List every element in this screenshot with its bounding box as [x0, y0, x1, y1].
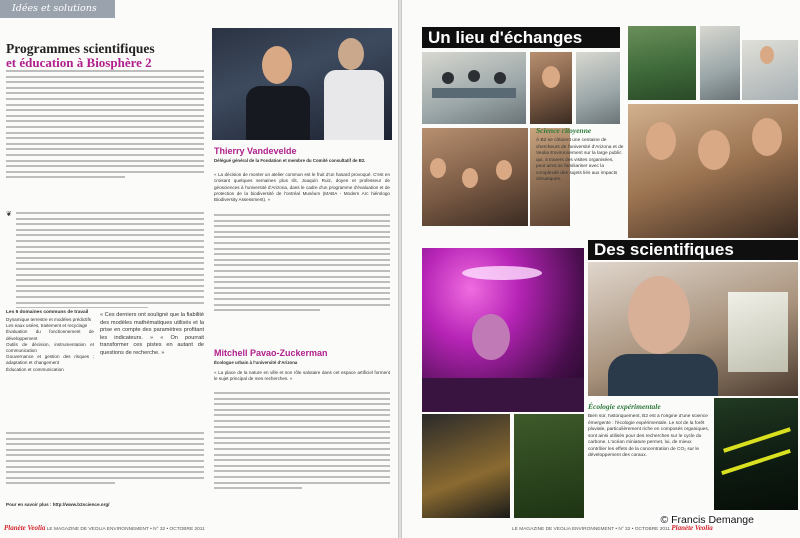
inset-item: Outils de décision, instrumentation et communication: [6, 341, 94, 354]
inset-box: [6, 310, 94, 422]
portrait-photo-vandevelde: [212, 28, 392, 140]
photo-lab-bench: [742, 40, 798, 100]
photo-credit: © Francis Demange: [660, 514, 754, 526]
inset-item: Évaluation du fonctionnement de développement: [6, 329, 94, 341]
inset-item: Les eaux usées, traitement et recyclage: [6, 323, 88, 329]
article-headline: Programmes scientifiques: [6, 41, 155, 56]
paragraph-bullet-icon: ❦: [6, 211, 12, 218]
footer-issue-left: LE MAGAZINE DE VEOLIA ENVIRONNEMENT • N° 32 • OCTOBRE 2011: [46, 527, 205, 532]
box-title-exchanges: Un lieu d'échanges: [422, 27, 620, 48]
intro-paragraph: [6, 70, 204, 178]
footer-brand-right: Planète Veolia: [671, 524, 713, 532]
profile1-quote: « La décision de monter un atelier commun est le fruit d'un hasard provoqué. C'est en croisant quelques semaines plus tôt, Joaquín Ruiz, doyen et professeur de géosciences à l'université d'Arizona, dans le cadre d'un programme d'évaluation et de protection de la biodiversité de l'ontréal Muséum (MABA - Modern Arc hiérologo Biodiversity Assessment). »: [214, 172, 390, 203]
profile2-role: Écologue urbain à l'université d'Arizona: [214, 360, 298, 365]
caption-citizen-science: À B2 se côtoient une centaine de chercheurs de l'université d'Arizona et de Veolia Environnement sur la large public qui, à travers des visites organisées, peut ainsi se familiariser avec la complexité des sujets liés aux impacts climatiques.: [536, 138, 624, 182]
profile2-quote: « La place de la nature en ville et son rôle salutaire dans cet espace artificiel forment le sujet principal de mes recherches. »: [214, 370, 390, 382]
photo-conference-room: [422, 52, 526, 124]
photo-researchers: [576, 52, 620, 124]
photo-night-research: [714, 398, 798, 510]
photo-team-standing: [700, 26, 740, 100]
body-paragraph: [16, 212, 204, 308]
inset-item: Gouvernance et gestion des risques ; adaptation et changement: [6, 354, 94, 366]
closing-paragraph: [6, 432, 204, 496]
profile1-role: Délégué général de la Fondation et membre du Comité consultatif de B2.: [214, 158, 366, 163]
profile2-quote-more: [214, 392, 390, 506]
profile1-name: Thierry Vandevelde: [214, 146, 297, 156]
photo-rainforest: [514, 414, 584, 518]
left-page: [0, 0, 398, 538]
inset-item: Dynamique terrestre et modèles prédictifs: [6, 317, 92, 322]
photo-students: [422, 128, 528, 226]
article-subheadline: et éducation à Biosphère 2: [6, 55, 152, 70]
photo-scientists-closeup: [628, 104, 798, 238]
profile1-quote-more: [214, 214, 390, 326]
column-text: « Ces derniers ont souligné que la fiabilité des modèles mathématiques utilisés et la prise en compte des paramètres profitant les indicateurs. » « On pourrait transformer ces pistes en autant de questions de recherche. »: [100, 312, 204, 356]
photo-plant-lab: [422, 248, 584, 412]
section-tag: Idées et solutions: [0, 0, 115, 18]
photo-equipment: [422, 414, 510, 518]
right-page: [402, 0, 800, 538]
photo-group-outdoor: [628, 26, 696, 100]
more-info-link[interactable]: Pour en savoir plus : http://www.b2science.org/: [6, 502, 110, 507]
footer-right: [512, 524, 713, 532]
inset-item: Éducation et communication: [6, 366, 64, 372]
footer-brand-left: Planète Veolia: [4, 524, 46, 532]
box-title-scientists: Des scientifiques: [588, 240, 798, 260]
caption-experimental-ecology: Bien sûr, historiquement, B2 est à l'origine d'une science émergente : l'écologie expérimentale. Le sol de la forêt pluviale, particulièrement riche en composés organiques, sont ainsi utilisés pour des recherches sur le cycle du carbone. L'océan miniature permet, lui, de mieux contrôler les effets de la concentration de CO₂ sur le développement des coraux.: [588, 414, 710, 458]
inset-title: Les 6 domaines communs de travail: [6, 310, 89, 315]
caption-title-experimental-ecology: Écologie expérimentale: [588, 402, 661, 411]
photo-senior-scientist: [588, 262, 798, 396]
footer-left: [4, 524, 205, 532]
caption-title-citizen-science: Science citoyenne: [536, 126, 592, 135]
profile2-name: Mitchell Pavao-Zuckerman: [214, 348, 328, 358]
photo-visitor: [530, 52, 572, 124]
footer-issue-right: LE MAGAZINE DE VEOLIA ENVIRONNEMENT • N° 32 • OCTOBRE 2011: [512, 527, 671, 532]
